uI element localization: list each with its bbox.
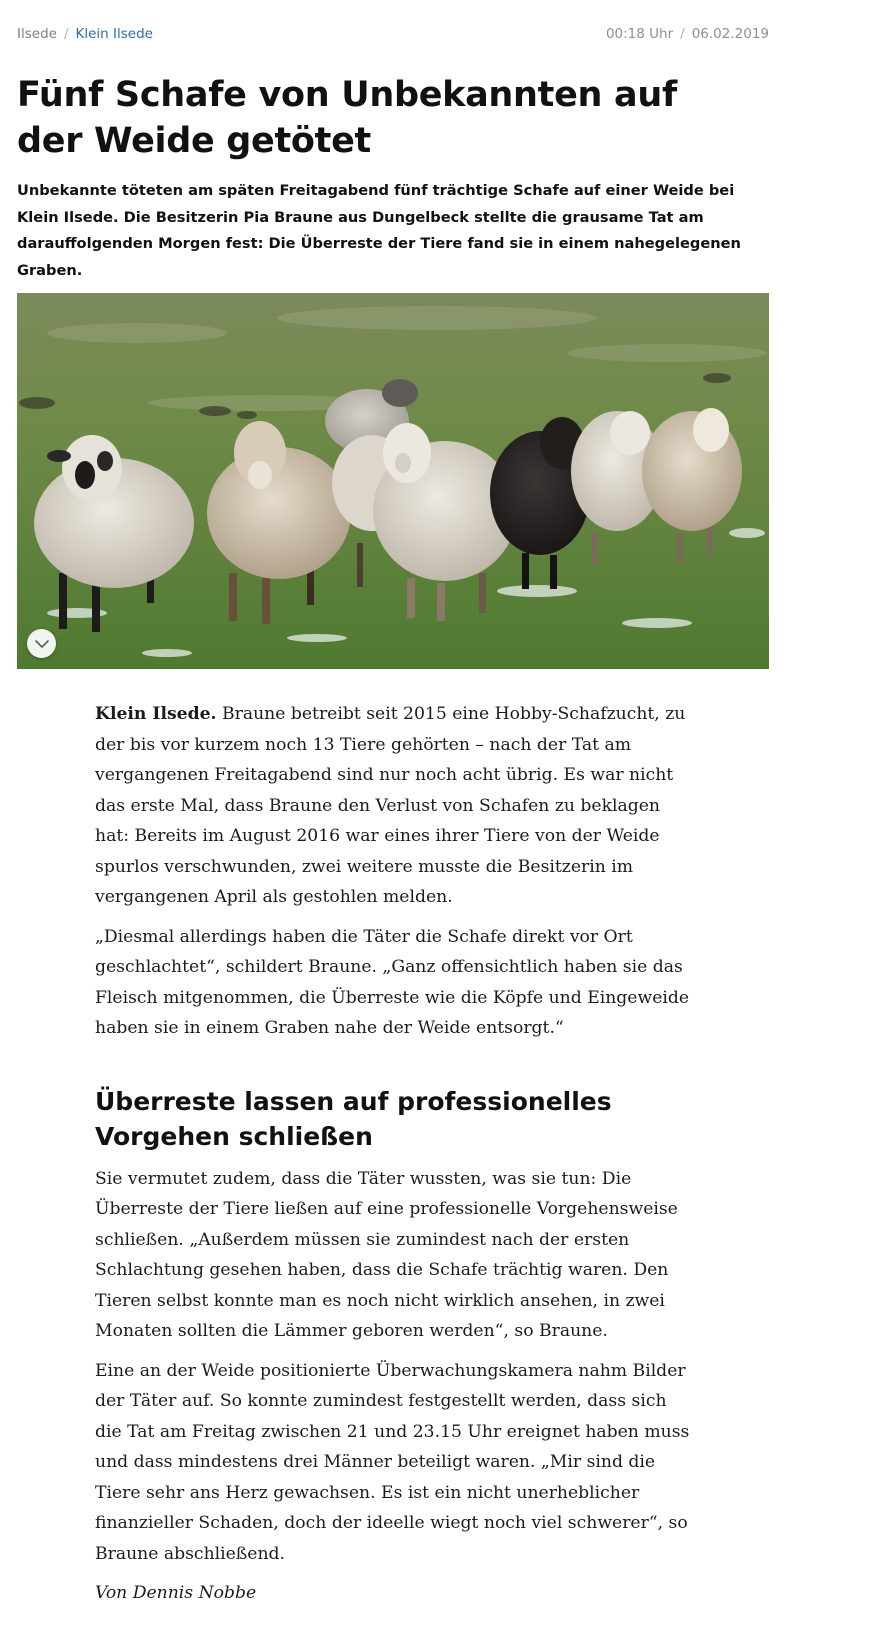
dateline: Klein Ilsede. (95, 704, 217, 724)
paragraph-3: Sie vermutet zudem, dass die Täter wussten, was sie tun: Die Überreste der Tiere ließen auf eine professionelle Vorgehensweise schließen. „Außerdem müssen sie zumindest nach der ersten Schlachtung gesehen haben, dass die Schafe trächtig waren. Den Tieren selbst konnte man es noch nicht wirklich ansehen, in zwei Monaten sollten die Lämmer geboren werden“, so Braune. (95, 1168, 678, 1341)
publish-time: 00:18 Uhr (605, 26, 674, 42)
paragraph-1 (95, 699, 695, 913)
paragraph-1-text: Braune betreibt seit 2015 eine Hobby-Schafzucht, zu der bis vor kurzem noch 13 Tiere gehörten – nach der Tat am vergangenen Freitagabend sind nur noch acht übrig. Es war nicht das erste Mal, dass Braune den Verlust von Schafen zu beklagen hat: Bereits im August 2016 war eines ihrer Tiere von der Weide spurlos verschwunden, zwei weitere musste die Besitzerin im vergangenen April als gestohlen melden. (95, 704, 686, 907)
paragraph-2: „Diesmal allerdings haben die Täter die Schafe direkt vor Ort geschlachtet“, schildert Braune. „Ganz offensichtlich haben sie das Fleisch mitgenommen, die Überreste wie die Köpfe und Eingeweide haben sie in einem Graben nahe der Weide entsorgt.“ (95, 926, 690, 1038)
article-body (95, 699, 695, 1618)
breadcrumb-item-klein-ilsede[interactable]: Klein Ilsede (75, 26, 153, 42)
publish-date: 06.02.2019 (691, 26, 769, 42)
paragraph-4: Eine an der Weide positionierte Überwachungskamera nahm Bilder der Täter auf. So konnte zumindest festgestellt werden, dass sich die Tat am Freitag zwischen 21 und 23.15 Uhr ereignet haben muss und dass mindestens drei Männer beteiligt waren. „Mir sind die Tiere sehr ans Herz gewachsen. Es ist ein nicht unerheblicher finanzieller Schaden, doch der ideelle wiegt noch viel schwerer“, so Braune abschließend. (95, 1360, 690, 1564)
meta-separator: / (680, 26, 685, 42)
article-meta (606, 26, 769, 42)
article-subheading: Überreste lassen auf professionelles Vorgehen schließen (95, 1086, 612, 1151)
article-hero-image[interactable] (17, 293, 769, 669)
breadcrumb (17, 26, 153, 42)
article-headline: Fünf Schafe von Unbekannten auf der Weide getötet (17, 75, 677, 161)
article-lead: Unbekannte töteten am späten Freitagabend fünf trächtige Schafe auf einer Weide bei Klein Ilsede. Die Besitzerin Pia Braune aus Dungelbeck stellte die grausame Tat am darauffolgenden Morgen fest: Die Überreste der Tiere fand sie in einem nahegelegenen Graben. (17, 182, 741, 279)
article-topbar (17, 24, 769, 46)
expand-image-button[interactable] (27, 629, 56, 658)
breadcrumb-separator: / (63, 26, 69, 42)
article-author: Von Dennis Nobbe (95, 1583, 257, 1603)
sheep-photo (17, 293, 769, 669)
breadcrumb-item-ilsede[interactable]: Ilsede (17, 26, 57, 42)
chevron-down-icon (34, 639, 50, 649)
